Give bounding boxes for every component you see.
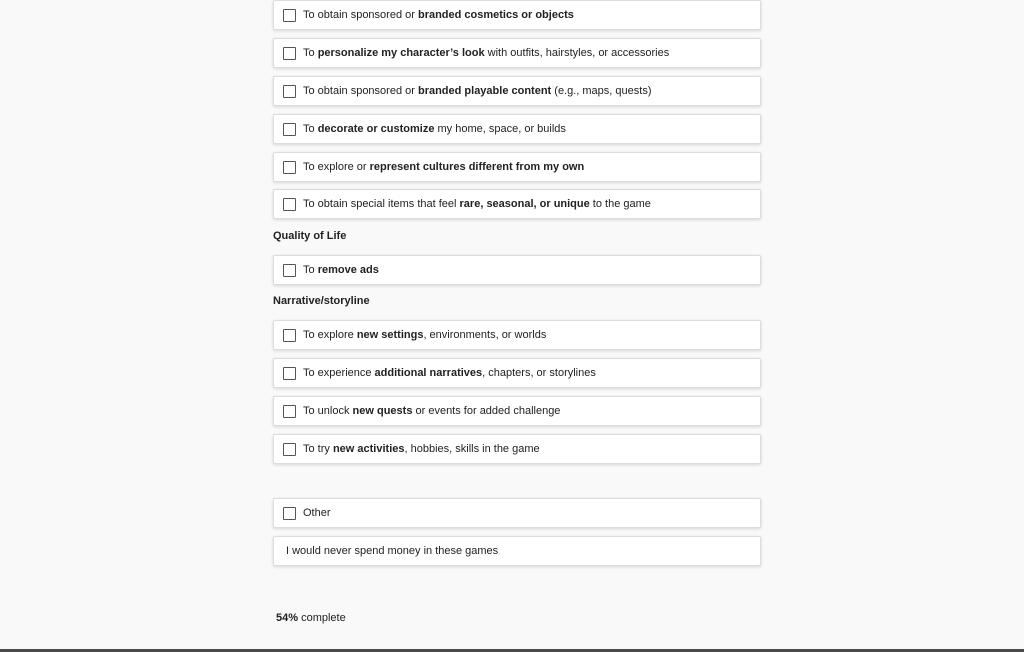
option-label: To try new activities, hobbies, skills in the game (303, 443, 540, 455)
checkbox[interactable] (283, 161, 296, 174)
checkbox[interactable] (283, 9, 296, 22)
option-branded-cosmetics[interactable] (273, 0, 761, 30)
checkbox[interactable] (283, 329, 296, 342)
option-label: To explore new settings, environments, or worlds (303, 329, 547, 341)
checkbox[interactable] (283, 405, 296, 418)
option-label: To obtain special items that feel rare, seasonal, or unique to the game (303, 198, 651, 210)
option-new-quests[interactable] (273, 396, 761, 426)
checkbox[interactable] (283, 264, 296, 277)
option-label: To obtain sponsored or branded playable content (e.g., maps, quests) (303, 85, 652, 97)
option-label: To decorate or customize my home, space, or builds (303, 123, 566, 135)
option-branded-playable-content[interactable] (273, 76, 761, 106)
option-new-activities[interactable] (273, 434, 761, 464)
option-decorate-customize[interactable] (273, 114, 761, 144)
checkbox[interactable] (283, 443, 296, 456)
option-label: To experience additional narratives, chapters, or storylines (303, 367, 596, 379)
section-heading-quality-of-life: Quality of Life (273, 230, 347, 242)
option-remove-ads[interactable] (273, 255, 761, 285)
checkbox[interactable] (283, 367, 296, 380)
checkbox[interactable] (283, 47, 296, 60)
option-label: To remove ads (303, 264, 379, 276)
option-label: I would never spend money in these games (286, 545, 499, 557)
option-other[interactable] (273, 498, 761, 528)
option-special-items[interactable] (273, 189, 761, 219)
checkbox[interactable] (283, 123, 296, 136)
progress-percent: 54% (276, 612, 299, 624)
option-represent-cultures[interactable] (273, 152, 761, 182)
option-label: Other (303, 507, 331, 519)
checkbox[interactable] (283, 507, 296, 520)
option-new-settings[interactable] (273, 320, 761, 350)
option-label: To personalize my character’s look with outfits, hairstyles, or accessories (303, 47, 670, 59)
checkbox[interactable] (283, 198, 296, 211)
option-label: To explore or represent cultures different from my own (303, 161, 585, 173)
option-label: To unlock new quests or events for added challenge (303, 405, 561, 417)
option-label: To obtain sponsored or branded cosmetics or objects (303, 9, 574, 21)
progress-suffix: complete (298, 612, 346, 624)
progress-indicator (276, 611, 346, 625)
section-heading-narrative: Narrative/storyline (273, 295, 370, 307)
option-personalize-look[interactable] (273, 38, 761, 68)
checkbox[interactable] (283, 85, 296, 98)
option-additional-narratives[interactable] (273, 358, 761, 388)
option-never-spend[interactable] (273, 536, 761, 566)
